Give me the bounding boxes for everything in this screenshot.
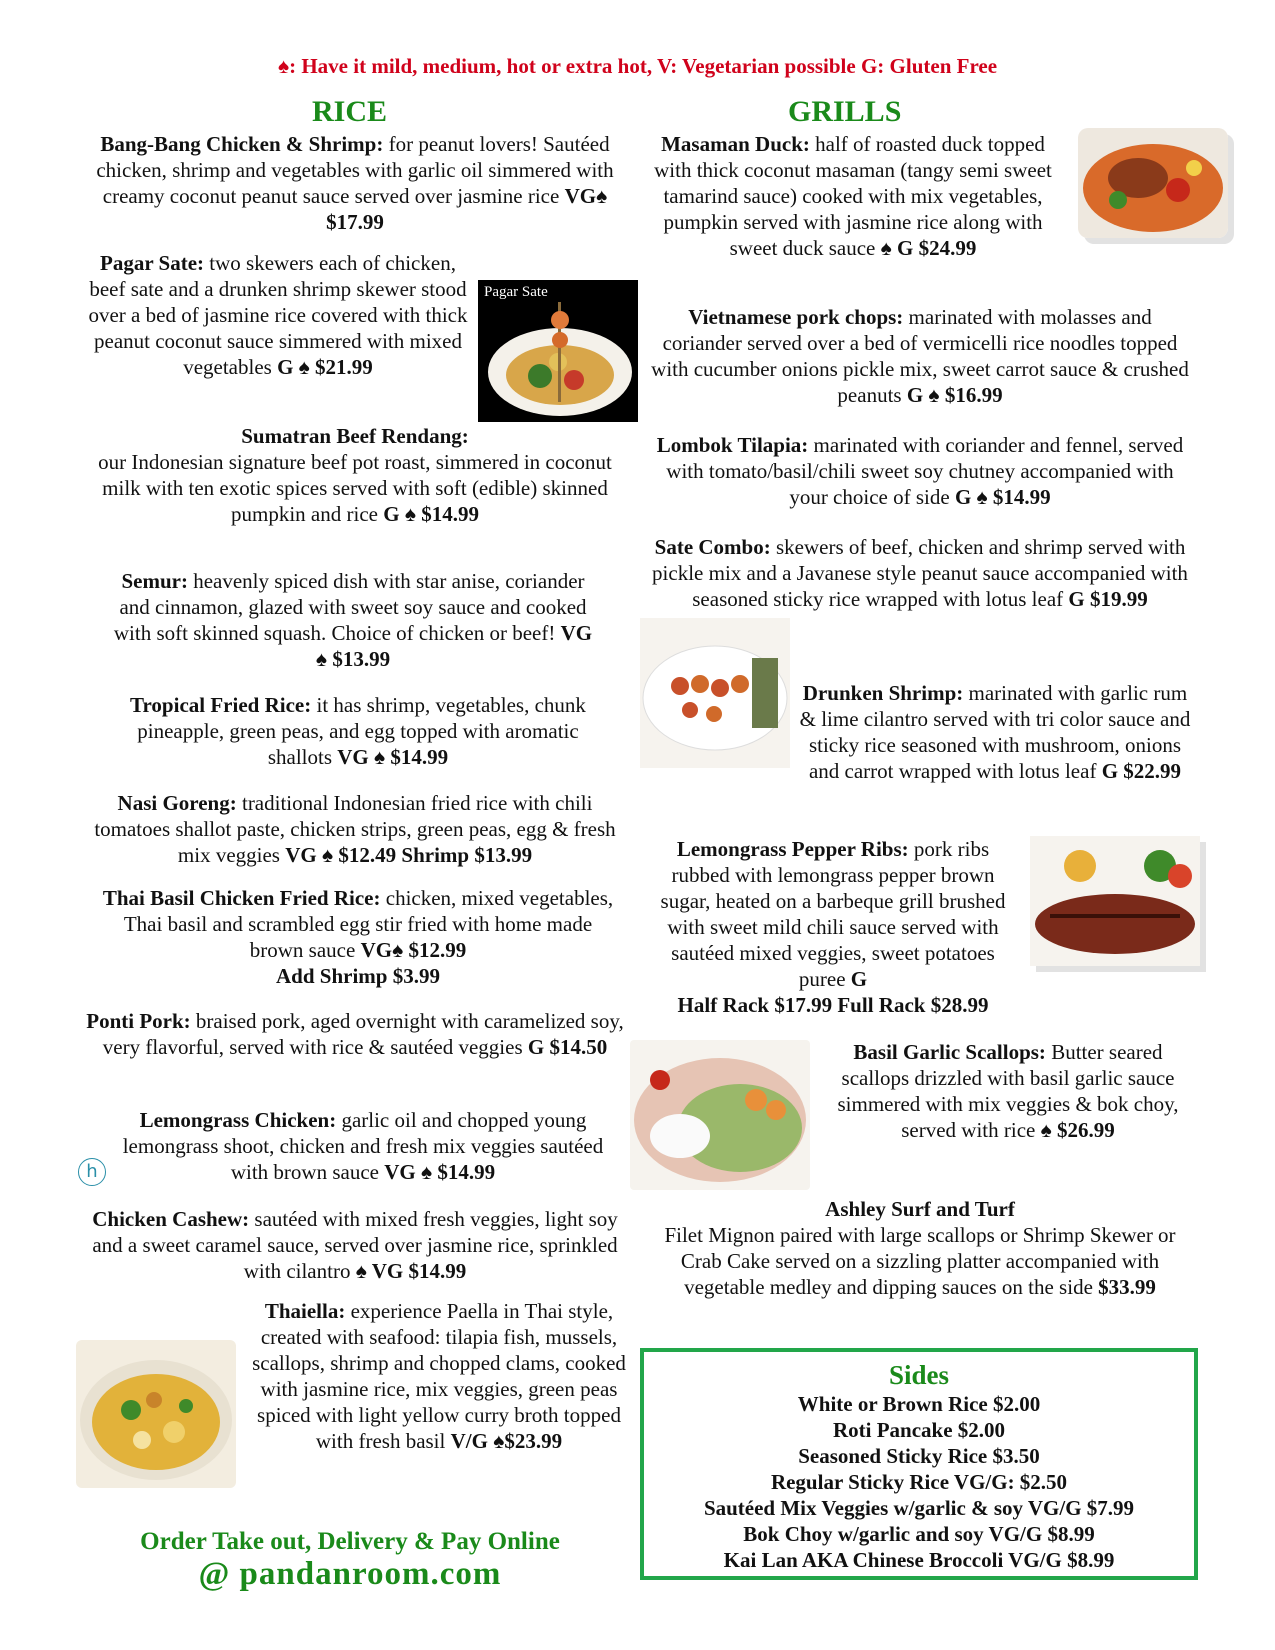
menu-item-tropical-fried-rice (108, 692, 608, 770)
item-price: G $19.99 (1068, 587, 1148, 611)
item-price: VG ♠ $14.99 (384, 1160, 496, 1184)
menu-item-semur (108, 568, 598, 672)
sate-combo-photo (640, 618, 790, 768)
item-desc: garlic oil and chopped young lemongrass shoot, chicken and fresh mix veggies sautéed with brown sauce (122, 1108, 604, 1184)
item-name: Pagar Sate: (100, 251, 205, 275)
sides-title: Sides (888, 1360, 950, 1390)
h-badge-icon: h (78, 1158, 106, 1186)
food-image (478, 280, 638, 422)
item-name: Drunken Shrimp: (802, 681, 964, 705)
item-price: G ♠ $14.99 (383, 502, 479, 526)
photo-label: Pagar Sate (484, 284, 548, 300)
item-price: V/G ♠$23.99 (450, 1429, 563, 1453)
item-price: ♠ $26.99 (1040, 1118, 1115, 1142)
menu-item-nasi-goreng (78, 790, 632, 868)
item-price: VG ♠ $14.99 (337, 745, 449, 769)
website-link[interactable]: @ pandanroom.com (198, 1556, 502, 1592)
item-name: Semur: (121, 569, 188, 593)
item-desc: our Indonesian signature beef pot roast, simmered in coconut milk with ten exotic spices served with soft (edible) skinned pumpkin and rice (98, 450, 612, 526)
item-price: G ♠ $16.99 (906, 383, 1003, 407)
menu-item-thaiella (78, 1298, 632, 1474)
item-name: Bang-Bang Chicken & Shrimp: (100, 132, 384, 156)
menu-item-sate-combo (648, 534, 1192, 612)
menu-item-lemongrass-chicken (108, 1107, 618, 1185)
item-desc: pork ribs rubbed with lemongrass pepper brown sugar, heated on a barbeque grill brushed with sweet mild chili sauce served with sautéed mixed veggies, sweet potatoes puree (660, 837, 1006, 991)
item-desc: two skewers each of chicken, beef sate and a drunken shrimp skewer stood over a bed of jasmine rice covered with thick peanut coconut sauce simmered with mixed vegetables (88, 251, 468, 379)
item-desc: experience Paella in Thai style, created with seafood: tilapia fish, mussels, scallops, shrimp and chopped clams, cooked with jasmine rice, mix veggies, green peas spiced with light yellow curry broth topped with fresh basil (252, 1299, 626, 1453)
item-desc: sautéed with mixed fresh veggies, light soy and a sweet caramel sauce, served over jasmine rice, sprinkled with cilantro (92, 1207, 618, 1283)
item-desc: for peanut lovers! Sautéed chicken, shrimp and vegetables with garlic oil simmered with creamy coconut peanut sauce served over jasmine rice (96, 132, 614, 208)
item-desc: half of roasted duck topped with thick coconut masaman (tangy semi sweet tamarind sauce) cooked with mix vegetables, pumpkin served with jasmine rice along with sweet duck sauce (654, 132, 1052, 260)
item-desc: braised pork, aged overnight with caramelized soy, very flavorful, served with rice & sautéed veggies (102, 1009, 624, 1059)
item-name: Chicken Cashew: (92, 1207, 250, 1231)
menu-item-sumatran-beef-rendang (78, 423, 632, 527)
item-desc: marinated with coriander and fennel, served with tomato/basil/chili sweet soy chutney accompanied with your choice of side (666, 433, 1184, 509)
sides-box (640, 1348, 1198, 1580)
item-desc: heavenly spiced dish with star anise, coriander and cinnamon, glazed with sweet soy sauce and cooked with soft skinned squash. Choice of chicken or beef! (113, 569, 587, 645)
food-image (640, 618, 790, 768)
food-image (630, 1040, 810, 1190)
side-item: Regular Sticky Rice VG/G: $2.50 (770, 1470, 1068, 1494)
item-name: Lombok Tilapia: (656, 433, 809, 457)
food-image (1030, 836, 1200, 966)
item-price: G $22.99 (1101, 759, 1182, 783)
item-name: Thaiella: (264, 1299, 346, 1323)
item-price: G (850, 967, 868, 991)
side-item: White or Brown Rice $2.00 (797, 1392, 1041, 1416)
item-name: Tropical Fried Rice: (130, 693, 312, 717)
item-extra: Add Shrimp $3.99 (276, 964, 440, 988)
pagar-sate-photo (478, 280, 638, 422)
side-item: Seasoned Sticky Rice $3.50 (798, 1444, 1040, 1468)
masaman-duck-photo (1078, 128, 1228, 238)
menu-item-ponti-pork (78, 1008, 632, 1060)
menu-item-basil-garlic-scallops (818, 1039, 1198, 1143)
item-price: G $14.50 (527, 1035, 608, 1059)
item-desc: Filet Mignon paired with large scallops or Shrimp Skewer or Crab Cake served on a sizzling platter accompanied with vegetable medley and dipping sauces on the side (664, 1223, 1176, 1299)
rice-section-title: RICE (312, 95, 388, 128)
menu-item-pagar-sate (88, 250, 468, 380)
item-price: G ♠ $14.99 (954, 485, 1051, 509)
item-name: Ashley Surf and Turf (825, 1197, 1015, 1221)
item-name: Sumatran Beef Rendang: (241, 424, 469, 448)
menu-item-drunken-shrimp (795, 680, 1195, 784)
item-name: Nasi Goreng: (117, 791, 237, 815)
menu-item-lombok-tilapia (648, 432, 1192, 510)
menu-item-masaman-duck (648, 131, 1058, 261)
item-price: ♠ G $24.99 (880, 236, 977, 260)
menu-item-vietnamese-pork-chops (648, 304, 1192, 408)
menu-item-bang-bang (78, 131, 632, 235)
menu-item-lemongrass-pepper-ribs (648, 836, 1018, 1018)
menu-item-thai-basil-chicken-fried-rice (98, 885, 618, 989)
item-name: Thai Basil Chicken Fried Rice: (102, 886, 381, 910)
legend: ♠: Have it mild, medium, hot or extra hot, V: Vegetarian possible G: Gluten Free (277, 54, 998, 78)
side-item: Roti Pancake $2.00 (832, 1418, 1006, 1442)
order-online-text: Order Take out, Delivery & Pay Online (140, 1528, 560, 1555)
ribs-photo (1030, 836, 1200, 966)
item-name: Ponti Pork: (86, 1009, 191, 1033)
item-price: VG♠ $17.99 (326, 184, 608, 234)
item-price: ♠ VG $14.99 (355, 1259, 467, 1283)
order-online-banner (80, 1528, 620, 1593)
item-name: Sate Combo: (654, 535, 771, 559)
item-desc: chicken, mixed vegetables, Thai basil and scrambled egg stir fried with home made brown sauce (123, 886, 614, 962)
item-price: VG♠ $12.99 (360, 938, 467, 962)
grills-section-title: GRILLS (788, 95, 902, 128)
food-image (1078, 128, 1228, 238)
menu-item-ashley-surf-and-turf (648, 1196, 1192, 1300)
item-price: $33.99 (1098, 1275, 1156, 1299)
item-price: G ♠ $21.99 (277, 355, 373, 379)
side-item: Sautéed Mix Veggies w/garlic & soy VG/G $7.99 (703, 1496, 1135, 1520)
side-item: Bok Choy w/garlic and soy VG/G $8.99 (743, 1522, 1095, 1546)
item-desc: it has shrimp, vegetables, chunk pineapple, green peas, and egg topped with aromatic shallots (137, 693, 586, 769)
item-extra: Half Rack $17.99 Full Rack $28.99 (677, 993, 989, 1017)
basil-garlic-scallops-photo (630, 1040, 810, 1190)
item-desc: traditional Indonesian fried rice with chili tomatoes shallot paste, chicken strips, green peas, egg & fresh mix veggies (94, 791, 616, 867)
item-name: Masaman Duck: (661, 132, 810, 156)
item-price: VG ♠ $12.49 Shrimp $13.99 (285, 843, 533, 867)
item-name: Basil Garlic Scallops: (853, 1040, 1046, 1064)
item-desc: Butter seared scallops drizzled with basil garlic sauce simmered with mix veggies & bok choy, served with rice (837, 1040, 1179, 1142)
item-desc: skewers of beef, chicken and shrimp served with pickle mix and a Javanese style peanut sauce accompanied with seasoned sticky rice wrapped with lotus leaf (652, 535, 1188, 611)
item-name: Lemongrass Pepper Ribs: (676, 837, 909, 861)
side-item: Kai Lan AKA Chinese Broccoli VG/G $8.99 (723, 1548, 1115, 1572)
item-desc: marinated with garlic rum & lime cilantro served with tri color sauce and sticky rice seasoned with mushroom, onions and carrot wrapped with lotus leaf (799, 681, 1191, 783)
menu-item-chicken-cashew (78, 1206, 632, 1284)
item-price: VG ♠ $13.99 (315, 621, 593, 671)
item-name: Vietnamese pork chops: (688, 305, 904, 329)
item-desc: marinated with molasses and coriander served over a bed of vermicelli rice noodles topped with cucumber onions pickle mix, sweet carrot sauce & crushed peanuts (651, 305, 1189, 407)
item-name: Lemongrass Chicken: (139, 1108, 337, 1132)
